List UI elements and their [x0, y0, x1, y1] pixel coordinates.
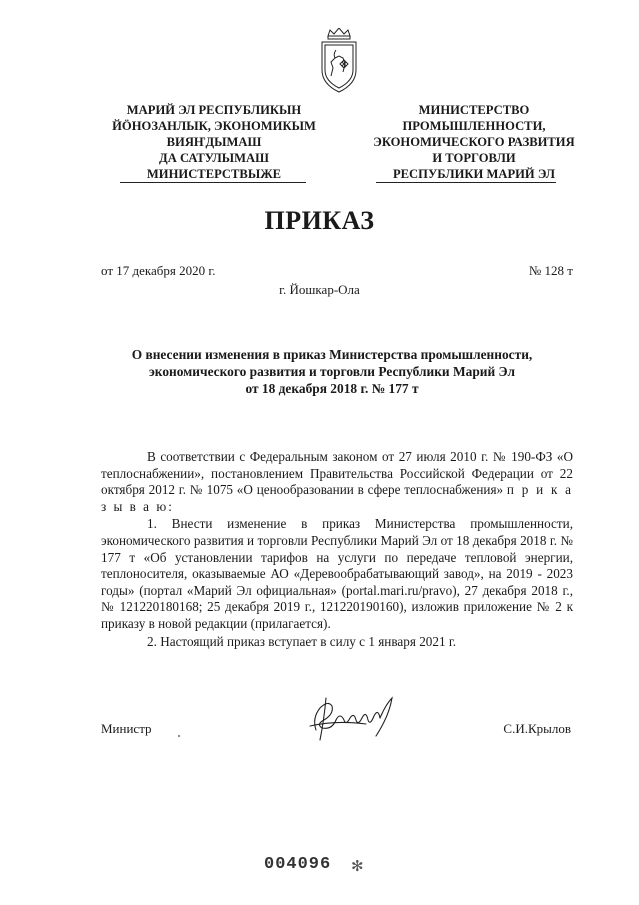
item-1-paragraph: 1. Внести изменение в приказ Министерства промышленности, экономического развития и торговли Республики Марий Эл от 18 декабря 2018 г. № 177 т «Об установлении тарифов на услуги по передаче тепловой энергии, теплоносителя, оказываемые АО «Деревообрабатывающий завод», на 2019 - 2023 годы» (портал «Марий Эл официальная» (portal.mari.ru/pravo), 27 декабря 2018 г., № 121220180168; 25 декабря 2019 г., 121220190160), изложив приложение № 2 к приказу в новой редакции (прилагается).: [101, 516, 573, 631]
header-left-line: МАРИЙ ЭЛ РЕСПУБЛИКЫН: [126, 103, 302, 117]
order-word: п р и к а з ы в а ю:: [101, 482, 573, 514]
subject-line: экономического развития и торговли Республики Марий Эл: [149, 364, 515, 379]
header-underline-left: [120, 182, 306, 183]
handwritten-signature: [306, 690, 402, 744]
document-body: [101, 449, 573, 650]
header-right-line: ЭКОНОМИЧЕСКОГО РАЗВИТИЯ: [373, 135, 575, 149]
coat-of-arms-emblem: [316, 28, 362, 96]
header-left-line: МИНИСТЕРСТВЫЖЕ: [146, 167, 282, 181]
header-right-line: РЕСПУБЛИКИ МАРИЙ ЭЛ: [392, 167, 556, 181]
subject-line: от 18 декабря 2018 г. № 177 т: [245, 381, 419, 396]
document-number: № 128 т: [528, 263, 573, 278]
scan-speck: [178, 735, 180, 737]
header-right-line: МИНИСТЕРСТВО: [418, 103, 530, 117]
document-subject: [90, 346, 574, 397]
document-city: г. Йошкар-Ола: [279, 282, 360, 297]
ministry-name-mari: [98, 102, 330, 182]
signer-title: Министр: [101, 721, 152, 736]
item-2-paragraph: 2. Настоящий приказ вступает в силу с 1 января 2021 г.: [147, 633, 457, 649]
header-left-line: ЙӦНОЗАНЛЫК, ЭКОНОМИКЫМ: [112, 119, 316, 133]
preamble-paragraph: [101, 449, 573, 515]
signer-name: С.И.Крылов: [503, 721, 571, 736]
document-type-title: ПРИКАЗ: [264, 206, 375, 235]
header-left-line: ВИЯҤДЫМАШ: [166, 135, 262, 149]
asterisk-mark-icon: ✻: [351, 859, 364, 875]
header-left-line: ДА САТУЛЫМАШ: [159, 151, 269, 165]
document-date: от 17 декабря 2020 г.: [101, 263, 216, 278]
header-right-line: ПРОМЫШЛЕННОСТИ,: [402, 119, 546, 133]
preamble-text: В соответствии с Федеральным законом от 27 июля 2010 г. № 190-ФЗ «О теплоснабжении», постановлением Правительства Российской Федерации от 22 октября 2012 г. № 1075 «О ценообразовании в сфере теплоснабжения»: [101, 449, 573, 498]
subject-line: О внесении изменения в приказ Министерства промышленности,: [131, 347, 533, 362]
header-underline-right: [376, 182, 556, 183]
serial-number: 004096: [264, 855, 332, 874]
ministry-name-russian: [348, 102, 600, 182]
header-right-line: И ТОРГОВЛИ: [432, 151, 516, 165]
